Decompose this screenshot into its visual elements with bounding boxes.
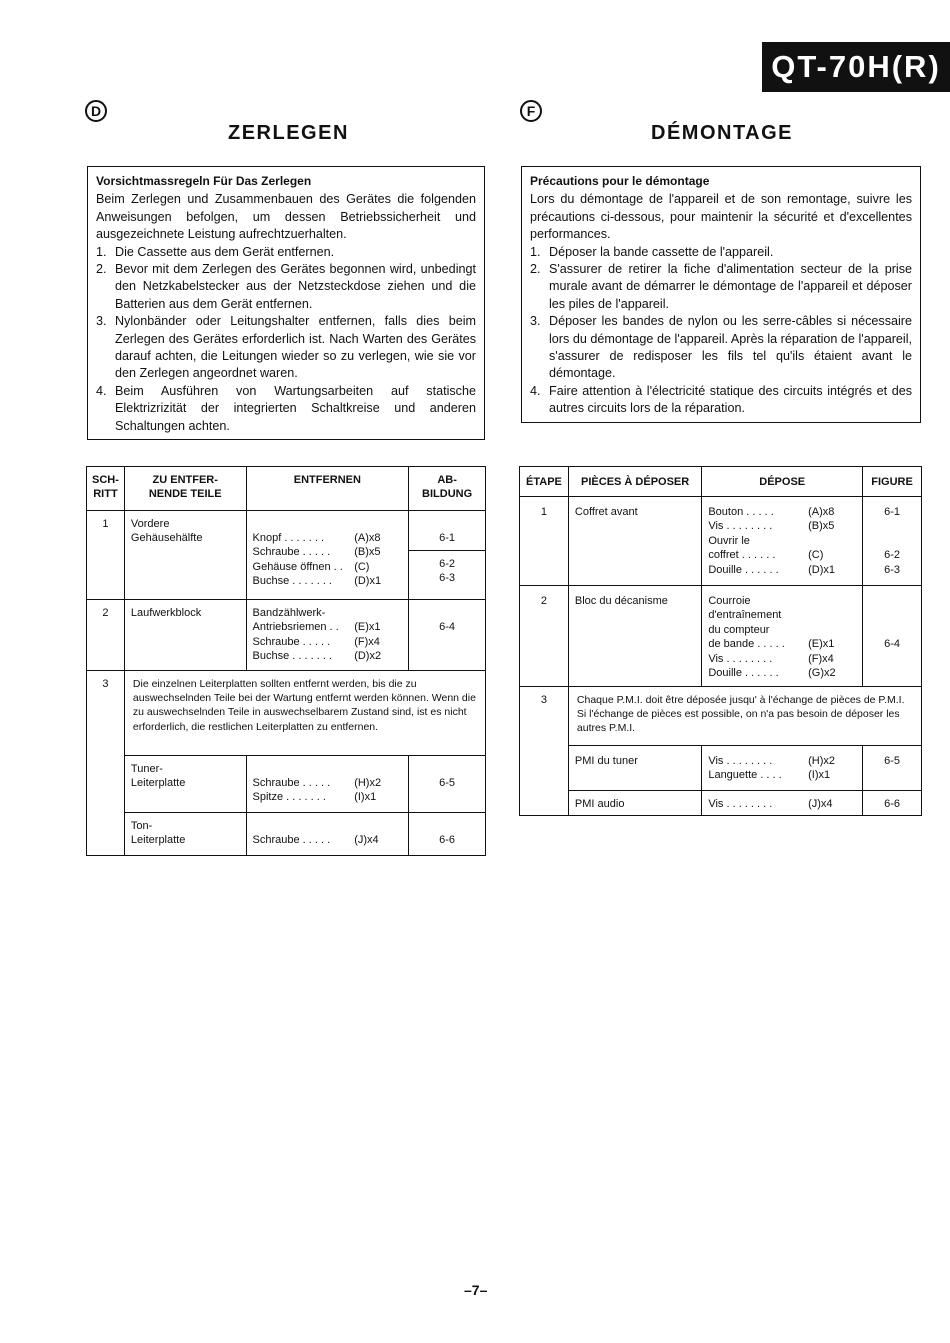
figure-ref: 6-2 — [884, 549, 900, 562]
figure-cell — [409, 511, 486, 600]
precautions-box-german — [87, 166, 485, 440]
figure-cell: 6-4 — [863, 586, 922, 687]
header-step: ÉTAPE — [520, 467, 569, 497]
remove-line: coffret . . . . . . (C) — [708, 549, 824, 562]
note-cell: Chaque P.M.I. doit être déposée jusqu' à l'échange de pièces de P.M.I. Si l'échange de pièces est possible, on n'a pas besoin de déposer les autres P.M.I. — [568, 687, 921, 746]
table-row — [520, 791, 922, 816]
remove-line: Knopf . . . . . . . (A)x8 — [252, 532, 381, 544]
figure-ref: 6-2 — [439, 558, 456, 570]
precautions-list — [96, 244, 476, 435]
table-row — [520, 687, 922, 746]
header-step: SCH- RITT — [87, 467, 125, 511]
remove-cell — [702, 746, 863, 791]
note-cell: Die einzelnen Leiterplatten sollten entfernt werden, bis die zu auswechselnden Teile bei der Wartung entfernt werden können. Wenn die zu auswechselnden Teile in auswechselbarem Zustand sind, ist es nicht erforderlich, die restlichen Leiterplatten zu entfernen. — [124, 671, 485, 756]
item-text: Déposer les bandes de nylon ou les serre-câbles si nécessaire lors du démontage de l'appareil. Après la réparation de l'appareil, s'assurer de redisposer les fils tel qu'ils étaient avant le démontage. — [549, 314, 912, 381]
header-parts: PIÈCES À DÉPOSER — [568, 467, 701, 497]
table-header-row — [87, 467, 486, 511]
table-row — [87, 511, 486, 600]
section-title-german: ZERLEGEN — [228, 122, 349, 144]
precautions-list — [530, 244, 912, 418]
list-item — [96, 383, 476, 435]
list-item — [96, 313, 476, 383]
precautions-heading: Vorsichtmassregeln Für Das Zerlegen — [96, 174, 312, 188]
list-item — [96, 261, 476, 313]
item-number: 3. — [96, 314, 107, 329]
remove-line: Vis . . . . . . . . (J)x4 — [708, 798, 833, 810]
table-row — [87, 600, 486, 671]
part-cell: Vordere Gehäusehälfte — [124, 511, 246, 600]
item-text: Bevor mit dem Zerlegen des Gerätes begonnen wird, unbedingt den Netzkabelstecker aus der Netzsteckdose ziehen und die Batterien aus dem Gerät entfernen. — [115, 262, 476, 311]
item-number: 2. — [530, 262, 541, 277]
item-text: Beim Ausführen von Wartungsarbeiten auf statische Elektrizrizität der integrierten Schaltkreise und anderen Schaltungen achten. — [115, 383, 476, 433]
part-cell: Tuner- Leiterplatte — [124, 756, 246, 813]
list-item — [530, 313, 912, 383]
remove-line: Buchse . . . . . . . (D)x1 — [252, 575, 382, 588]
table-row — [520, 586, 922, 687]
section-title-french: DÉMONTAGE — [651, 122, 794, 144]
header-figure: FIGURE — [863, 467, 922, 497]
figure-cell: 6-6 — [863, 791, 922, 816]
remove-line: Schraube . . . . . (F)x4 — [252, 635, 380, 648]
part-cell: Ton- Leiterplatte — [124, 813, 246, 856]
step-cell: 2 — [87, 600, 125, 671]
list-item — [530, 244, 912, 261]
figure-ref: 6-3 — [439, 572, 456, 585]
remove-cell — [702, 497, 863, 586]
precautions-heading: Précautions pour le démontage — [530, 174, 710, 188]
part-cell: Coffret avant — [568, 497, 701, 586]
item-number: 1. — [96, 244, 107, 259]
remove-line: Schraube . . . . . (B)x5 — [252, 546, 381, 559]
remove-line: Buchse . . . . . . . (D)x2 — [252, 650, 382, 663]
remove-line: Vis . . . . . . . . (F)x4 — [708, 652, 834, 665]
part-cell: Bloc du décanisme — [568, 586, 701, 687]
remove-line: Languette . . . . (I)x1 — [708, 769, 831, 782]
remove-line: Douille . . . . . . (D)x1 — [708, 563, 835, 576]
step-cell: 1 — [520, 497, 569, 586]
item-number: 3. — [530, 314, 541, 329]
item-number: 2. — [96, 262, 107, 277]
item-text: S'assurer de retirer la fiche d'alimentation secteur de la prise murale avant de démarrer le démontage de l'appareil et déposer les piles de l'appareil. — [549, 262, 912, 311]
table-row — [520, 746, 922, 791]
remove-line: Bouton . . . . . (A)x8 — [708, 506, 835, 518]
list-item — [530, 383, 912, 418]
model-number-badge: QT-70H(R) — [762, 42, 950, 92]
disassembly-table-german — [86, 466, 486, 856]
figure-cell: 6-5 — [863, 746, 922, 791]
item-text: Déposer la bande cassette de l'appareil. — [549, 244, 774, 259]
remove-cell — [246, 756, 409, 813]
item-number: 4. — [96, 383, 107, 398]
header-parts: ZU ENTFER- NENDE TEILE — [124, 467, 246, 511]
remove-line: Schraube . . . . . (J)x4 — [252, 834, 379, 846]
remove-cell — [246, 600, 409, 671]
item-text: Die Cassette aus dem Gerät entfernen. — [115, 244, 335, 259]
remove-line: Schraube . . . . . (H)x2 — [252, 777, 382, 789]
figure-cell — [863, 497, 922, 586]
item-number: 4. — [530, 383, 541, 398]
page-number: –7– — [464, 1282, 488, 1298]
remove-line: Gehäuse öffnen . . (C) — [252, 560, 370, 573]
figure-ref: 6-3 — [884, 563, 900, 576]
item-text: Nylonbänder oder Leitungshalter entfernen, falls dies beim Zerlegen des Gerätes erforderlich ist. Nach Warten des Gerätes darauf achten, die Leitungen wieder so zu verlegen, wie sie vor den Zerlegen angeordnet waren. — [115, 314, 476, 381]
step-cell: 3 — [520, 687, 569, 816]
figure-cell: 6-6 — [409, 813, 486, 856]
language-mark-german: D — [85, 100, 107, 122]
table-row — [87, 671, 486, 756]
table-row — [87, 756, 486, 813]
list-item — [96, 244, 476, 261]
remove-line: Bandzählwerk- — [252, 607, 326, 619]
table-row — [87, 813, 486, 856]
figure-ref: 6-1 — [409, 511, 485, 551]
list-item — [530, 261, 912, 313]
remove-line: Spitze . . . . . . . (I)x1 — [252, 791, 377, 804]
table-header-row — [520, 467, 922, 497]
header-remove: DÉPOSE — [702, 467, 863, 497]
part-cell: PMI audio — [568, 791, 701, 816]
item-text: Faire attention à l'électricité statique des circuits intégrés et des autres circuits lors de la réparation. — [549, 383, 912, 416]
header-figure: AB- BILDUNG — [409, 467, 486, 511]
precautions-box-french — [521, 166, 921, 423]
remove-line: Vis . . . . . . . . (B)x5 — [708, 520, 835, 533]
precautions-intro: Beim Zerlegen und Zusammenbauen des Gerätes die folgenden Anweisungen befolgen, um dessen Betriebssicherheit und ausgezeichnete Leistung aufrechtzuerhalten. — [96, 192, 476, 242]
remove-line: d'entraînement — [708, 609, 782, 622]
step-cell: 3 — [87, 671, 125, 856]
remove-cell — [702, 586, 863, 687]
figure-cell: 6-5 — [409, 756, 486, 813]
remove-cell — [702, 791, 863, 816]
part-cell: Laufwerkblock — [124, 600, 246, 671]
remove-line: de bande . . . . . (E)x1 — [708, 638, 835, 651]
remove-line: Ouvrir le — [708, 534, 750, 547]
language-mark-french: F — [520, 100, 542, 122]
figure-ref: 6-1 — [884, 506, 900, 518]
remove-line: Vis . . . . . . . . (H)x2 — [708, 755, 835, 767]
remove-cell — [246, 813, 409, 856]
header-remove: ENTFERNEN — [246, 467, 409, 511]
step-cell: 1 — [87, 511, 125, 600]
remove-line: Courroie — [708, 595, 751, 607]
table-row — [520, 497, 922, 586]
remove-line: Antriebsriemen . . (E)x1 — [252, 621, 381, 634]
figure-cell: 6-4 — [409, 600, 486, 671]
part-cell: PMI du tuner — [568, 746, 701, 791]
precautions-intro: Lors du démontage de l'appareil et de son remontage, suivre les précautions ci-dessous, pour maintenir la sécurité et d'excellentes performances. — [530, 192, 912, 242]
step-cell: 2 — [520, 586, 569, 687]
disassembly-table-french — [519, 466, 922, 816]
remove-line: Douille . . . . . . (G)x2 — [708, 667, 836, 680]
item-number: 1. — [530, 244, 541, 259]
remove-cell — [246, 511, 409, 600]
remove-line: du compteur — [708, 623, 770, 636]
